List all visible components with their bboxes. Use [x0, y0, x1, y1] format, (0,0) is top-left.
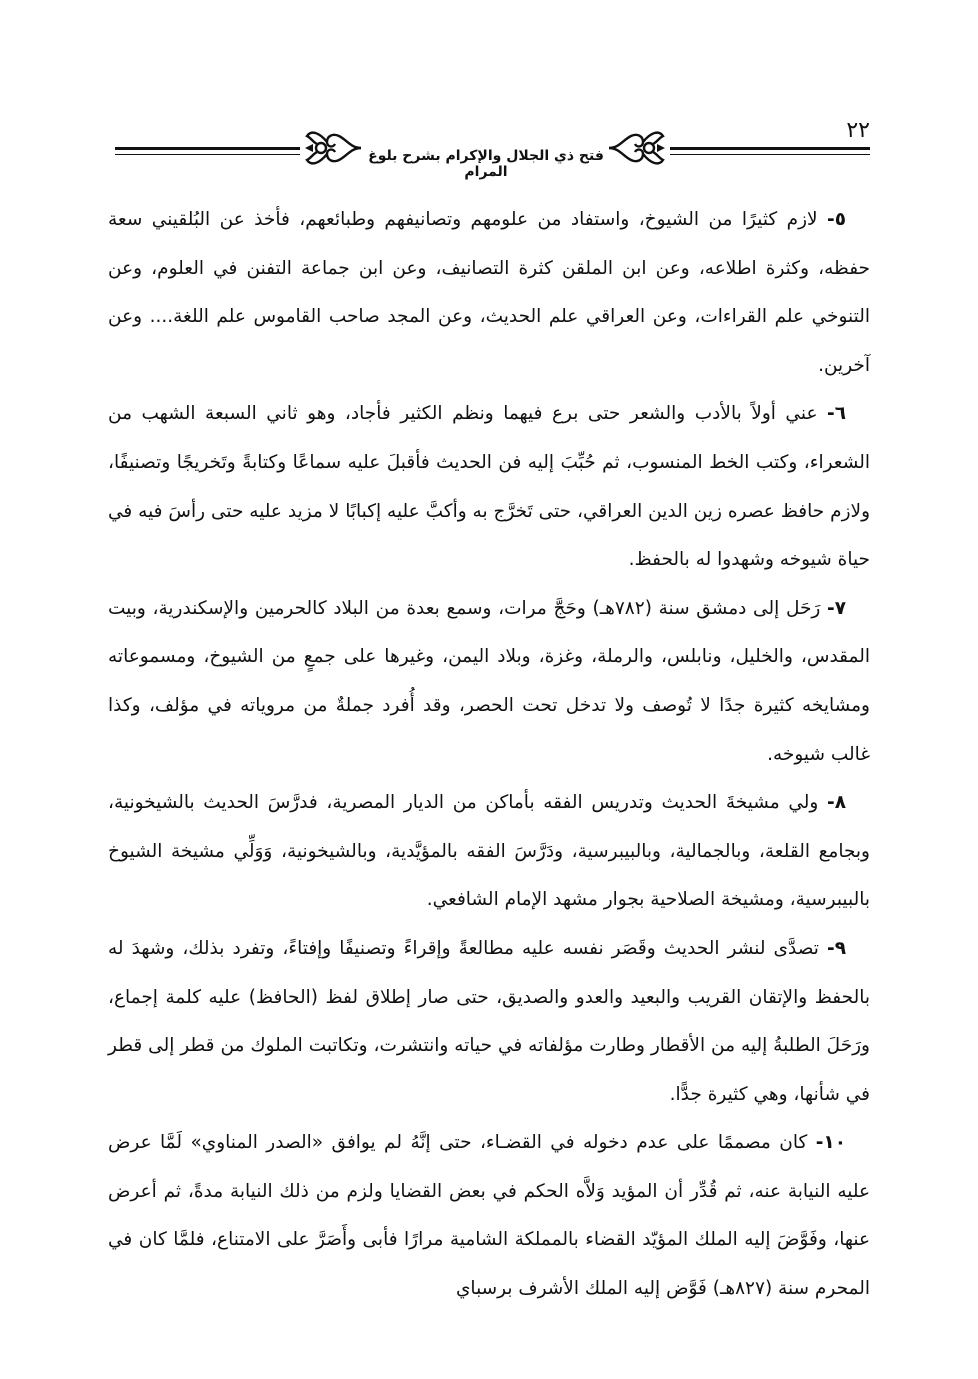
paragraph-number: ٩-	[827, 937, 846, 959]
paragraph	[108, 925, 870, 1119]
paragraph	[108, 585, 870, 779]
paragraph-text: ولي مشيخةَ الحديث وتدريس الفقه بأماكن من الديار المصرية، فدرَّسَ الحديث بالشيخونية، وبجامع القلعة، وبالجمالية، وبالبيبرسية، ودَرَّسَ الفقه بالمؤيَّدية، وبالشيخونية، وَوَلِّي مشيخة الشيوخ بالبيبرسية، ومشيخة الصلاحية بجوار مشهد الإمام الشافعي.	[108, 792, 870, 911]
paragraph	[108, 390, 870, 584]
paragraph-number: ٧-	[827, 597, 846, 619]
paragraph-number: ٨-	[827, 792, 846, 814]
paragraph-number: ٥-	[827, 209, 846, 230]
main-text	[108, 196, 870, 1314]
header-rule-right-thin	[670, 154, 870, 155]
paragraph	[108, 1119, 870, 1313]
header-rule-left-thin	[115, 154, 300, 155]
paragraph-number: ٦-	[827, 403, 846, 425]
paragraph-text: عني أولاً بالأدب والشعر حتى برع فيهما ونظم الكثير فأجاد، وهو ثاني السبعة الشهب من الشعراء، وكتب الخط المنسوب، ثم حُبِّبَ إليه فن الحديث فأقبلَ عليه سماعًا وكتابةً وتَخريجًا وتصنيفًا، ولازم حافظ عصره زين الدين العراقي، حتى تَخرَّج به وأكبَّ عليه إكبابًا لا مزيد عليه حتى رأسَ فيه في حياة شيوخه وشهدوا له بالحفظ.	[108, 403, 870, 571]
page-header	[115, 118, 870, 188]
paragraph-text: كان مصممًا على عدم دخوله في القضـاء، حتى إنَّهُ لم يوافق «الصدر المناوي» لَمَّا عرض عليه النيابة عنه، ثم قُدِّر أن المؤيد وَلاَّه الحكم في بعض القضايا ولزم من ذلك النيابة مدةً، ثم أعرض عنها، وفَوَّضَ إليه الملك المؤيّد القضاء بالمملكة الشامية مرارًا فأبى وأَصَرَّ على الامتناع، فلمَّا كان في المحرم سنة (٨٢٧هـ) فَوَّض إليه الملك الأشرف برسباي	[108, 1132, 870, 1300]
page-number: ٢٢	[846, 118, 870, 143]
paragraph	[108, 196, 870, 390]
ornament-icon	[303, 122, 363, 174]
paragraph-text: لازم كثيرًا من الشيوخ، واستفاد من علومهم وتصانيفهم وطبائعهم، فأخذ عن البُلقيني سعة حفظه، وكثرة اطلاعه، وعن ابن الملقن كثرة التصانيف، وعن ابن جماعة التفنن في العلوم، وعن التنوخي علم القراءات، وعن العراقي علم الحديث، وعن المجد صاحب القاموس علم اللغة.... وعن آخرين.	[108, 209, 870, 376]
running-header-title: فتح ذي الجلال والإكرام بشرح بلوغ المرام	[368, 148, 604, 180]
header-rule-right	[670, 147, 870, 150]
paragraph-text: رَحَل إلى دمشق سنة (٧٨٢هـ) وحَجَّ مرات، وسمع بعدة من البلاد كالحرمين والإسكندرية، وبيت المقدس، والخليل، ونابلس، والرملة، وغزة، وبلاد اليمن، وغيرها على جمعٍ من الشيوخ، ومسموعاته ومشايخه كثيرة جدًا لا تُوصف ولا تدخل تحت الحصر، وقد أُفرد جملةٌ من مروياته في مؤلف، وكذا غالب شيوخه.	[108, 597, 870, 765]
paragraph-number: ١٠-	[815, 1132, 846, 1154]
header-rule-left	[115, 147, 300, 150]
paragraph	[108, 779, 870, 925]
paragraph-text: تصدَّى لنشر الحديث وقَصَر نفسه عليه مطالعةً وإقراءً وتصنيفًا وإفتاءً، وتفرد بذلك، وشهدَ له بالحفظ والإتقان القريب والبعيد والعدو والصديق، حتى صار إطلاق لفظ (الحافظ) عليه كلمة إجماع، ورَحَلَ الطلبةُ إليه من الأقطار وطارت مؤلفاته في حياته وانتشرت، وتكاتبت الملوك من قطر إلى قطر في شأنها، وهي كثيرة جدًّا.	[108, 937, 870, 1105]
ornament-icon	[607, 122, 667, 174]
